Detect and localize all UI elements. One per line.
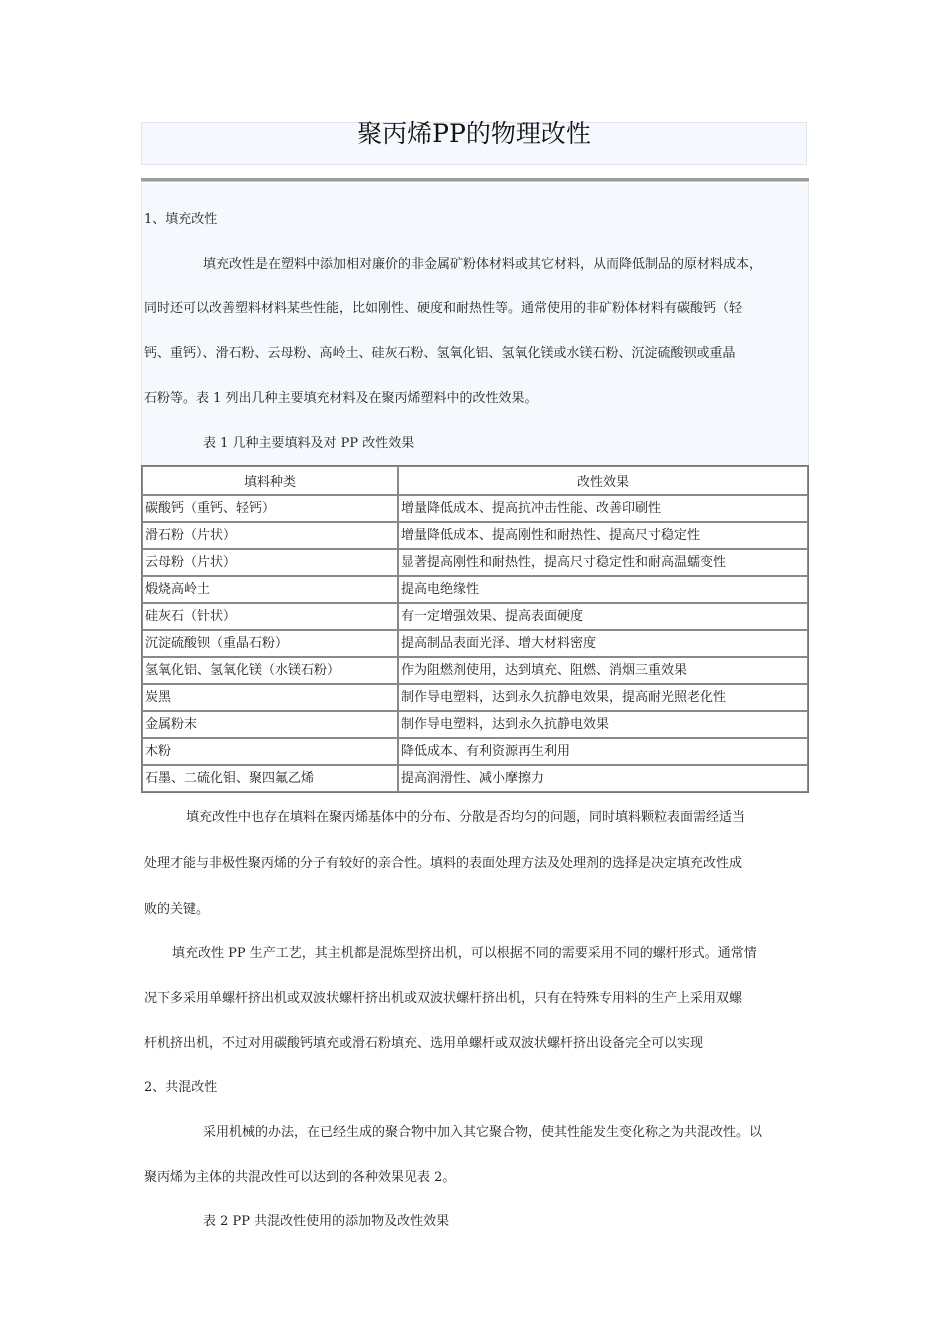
- table-row: [142, 657, 808, 684]
- table-row: [142, 603, 808, 630]
- table-cell: 煅烧高岭土: [142, 576, 398, 603]
- section2-heading: 2、共混改性: [144, 1080, 218, 1095]
- table-cell: 云母粉（片状）: [142, 549, 398, 576]
- table-cell: 金属粉末: [142, 711, 398, 738]
- section1-para2-line-3: 败的关键。: [144, 902, 210, 917]
- divider: [141, 178, 809, 182]
- section1-intro-line-3: 钙、重钙）、滑石粉、云母粉、高岭土、硅灰石粉、氢氧化铝、氢氧化镁或水镁石粉、沉淀硫酸钡或重晶: [144, 346, 736, 361]
- table-row: [142, 684, 808, 711]
- table-row: [142, 549, 808, 576]
- section1-para3-line-2: 况下多采用单螺杆挤出机或双波状螺杆挤出机或双波状螺杆挤出机，只有在特殊专用料的生产上采用双螺: [144, 991, 743, 1006]
- page-title: 聚丙烯PP的物理改性: [357, 119, 591, 148]
- section1-heading: 1、填充改性: [144, 212, 218, 227]
- table-row: [142, 522, 808, 549]
- section2-intro-line-1: 采用机械的办法，在已经生成的聚合物中加入其它聚合物，使其性能发生变化称之为共混改性。以: [203, 1125, 763, 1140]
- table-row: [142, 630, 808, 657]
- table-row: [142, 576, 808, 603]
- table-header-effect: 改性效果: [398, 466, 808, 495]
- table-header-filler-type: 填料种类: [142, 466, 398, 495]
- table-cell: 滑石粉（片状）: [142, 522, 398, 549]
- table-cell: 木粉: [142, 738, 398, 765]
- filler-table: [141, 465, 809, 793]
- table-cell: 沉淀硫酸钡（重晶石粉）: [142, 630, 398, 657]
- title-box: [141, 119, 807, 165]
- table-cell: 碳酸钙（重钙、轻钙）: [142, 495, 398, 522]
- section1-para2-line-1: 填充改性中也存在填料在聚丙烯基体中的分布、分散是否均匀的问题，同时填料颗粒表面需经适当: [186, 810, 746, 825]
- table-cell: 增量降低成本、提高刚性和耐热性、提高尺寸稳定性: [398, 522, 808, 549]
- table-header-row: [142, 466, 808, 495]
- table-cell: 石墨、二硫化钼、聚四氟乙烯: [142, 765, 398, 792]
- section1-para3-line-1: 填充改性 PP 生产工艺，其主机都是混炼型挤出机，可以根据不同的需要采用不同的螺杆形式。通常情: [172, 946, 757, 961]
- table-cell: 提高电绝缘性: [398, 576, 808, 603]
- section1-para2-line-2: 处理才能与非极性聚丙烯的分子有较好的亲合性。填料的表面处理方法及处理剂的选择是决定填充改性成: [144, 856, 743, 871]
- table-cell: 作为阻燃剂使用，达到填充、阻燃、消烟三重效果: [398, 657, 808, 684]
- table-cell: 增量降低成本、提高抗冲击性能、改善印刷性: [398, 495, 808, 522]
- section1-para3-line-3: 杆机挤出机，不过对用碳酸钙填充或滑石粉填充、选用单螺杆或双波状螺杆挤出设备完全可以实现: [144, 1036, 704, 1051]
- table-cell: 有一定增强效果、提高表面硬度: [398, 603, 808, 630]
- section1-intro-line-2: 同时还可以改善塑料材料某些性能，比如刚性、硬度和耐热性等。通常使用的非矿粉体材料有碳酸钙（轻: [144, 301, 743, 316]
- table1-caption: 表 1 几种主要填料及对 PP 改性效果: [203, 436, 415, 451]
- section1-intro-line-4: 石粉等。表 1 列出几种主要填充材料及在聚丙烯塑料中的改性效果。: [144, 391, 538, 406]
- table-cell: 氢氧化铝、氢氧化镁（水镁石粉）: [142, 657, 398, 684]
- table2-caption: 表 2 PP 共混改性使用的添加物及改性效果: [203, 1214, 450, 1229]
- table-row: [142, 495, 808, 522]
- table-row: [142, 765, 808, 792]
- table-cell: 显著提高刚性和耐热性，提高尺寸稳定性和耐高温蠕变性: [398, 549, 808, 576]
- highlight-panel: [141, 183, 809, 465]
- section1-intro-line-1: 填充改性是在塑料中添加相对廉价的非金属矿粉体材料或其它材料，从而降低制品的原材料成本，: [203, 257, 763, 272]
- table-cell: 提高润滑性、减小摩擦力: [398, 765, 808, 792]
- table-row: [142, 738, 808, 765]
- table-cell: 制作导电塑料，达到永久抗静电效果: [398, 711, 808, 738]
- table-row: [142, 711, 808, 738]
- section2-intro-line-2: 聚丙烯为主体的共混改性可以达到的各种效果见表 2。: [144, 1170, 456, 1185]
- table-cell: 炭黑: [142, 684, 398, 711]
- table-cell: 提高制品表面光泽、增大材料密度: [398, 630, 808, 657]
- table-cell: 硅灰石（针状）: [142, 603, 398, 630]
- table-cell: 降低成本、有利资源再生利用: [398, 738, 808, 765]
- table-cell: 制作导电塑料，达到永久抗静电效果，提高耐光照老化性: [398, 684, 808, 711]
